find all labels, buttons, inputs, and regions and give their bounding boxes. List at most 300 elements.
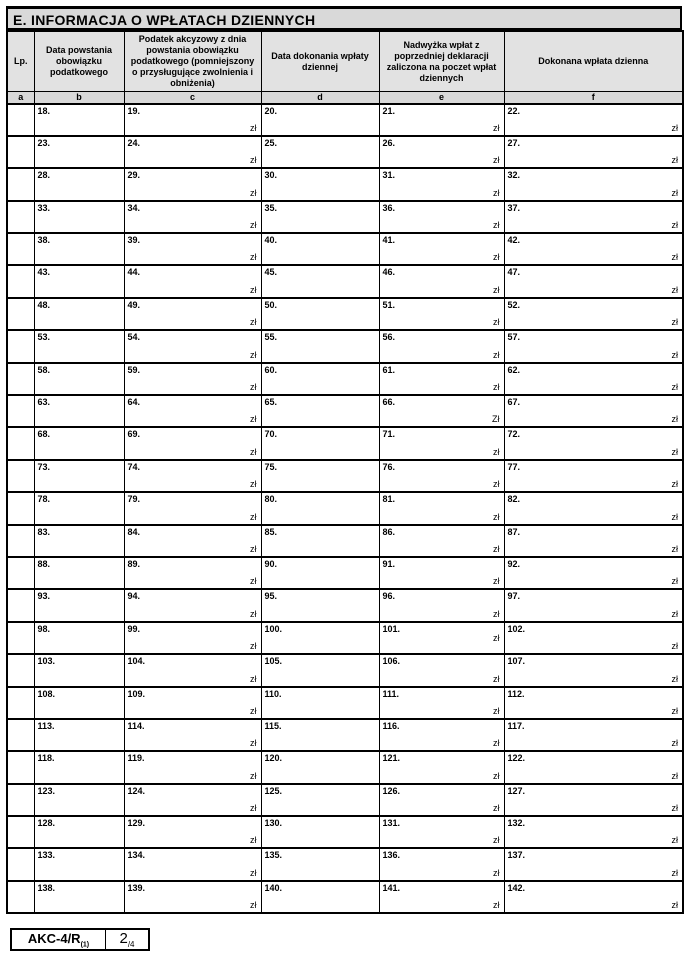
currency-suffix: zł: [671, 187, 678, 198]
daily-payments-table: [6, 30, 684, 914]
field-number: 55.: [264, 332, 278, 343]
cell-payment-date[interactable]: [261, 687, 379, 719]
field-number: 139.: [127, 882, 146, 893]
field-number: 24.: [127, 137, 141, 148]
cell-overpayment-credit[interactable]: [379, 265, 504, 297]
cell-excise-tax[interactable]: [124, 816, 261, 848]
cell-excise-tax[interactable]: [124, 330, 261, 362]
field-number: 49.: [127, 299, 141, 310]
field-number: 118.: [37, 753, 55, 764]
cell-payment-date[interactable]: [261, 654, 379, 686]
currency-suffix: zł: [493, 803, 500, 814]
field-number: 27.: [507, 137, 521, 148]
cell-lp[interactable]: [7, 687, 34, 719]
field-number: 72.: [507, 429, 521, 440]
cell-overpayment-credit[interactable]: [379, 719, 504, 751]
field-number: 28.: [37, 170, 51, 181]
field-number: 97.: [507, 591, 521, 602]
cell-daily-payment[interactable]: [504, 427, 683, 459]
currency-suffix: zł: [671, 479, 678, 490]
currency-suffix: zł: [493, 382, 500, 393]
field-number: 35.: [264, 202, 278, 213]
cell-payment-date[interactable]: [261, 427, 379, 459]
col-letter-c: c: [124, 92, 261, 104]
cell-payment-date[interactable]: [261, 589, 379, 621]
cell-payment-date[interactable]: [261, 168, 379, 200]
cell-daily-payment[interactable]: [504, 136, 683, 168]
currency-suffix: zł: [671, 155, 678, 166]
field-number: 123.: [37, 785, 56, 796]
field-number: 126.: [382, 785, 401, 796]
cell-payment-date[interactable]: [261, 881, 379, 913]
table-row: [7, 298, 683, 330]
cell-overpayment-credit[interactable]: [379, 233, 504, 265]
table-row: [7, 687, 683, 719]
currency-suffix: zł: [250, 446, 257, 457]
field-number: 112.: [507, 688, 525, 699]
currency-suffix: zł: [250, 317, 257, 328]
field-number: 116.: [382, 720, 400, 731]
table-row: [7, 622, 683, 654]
cell-payment-date[interactable]: [261, 330, 379, 362]
field-number: 135.: [264, 850, 283, 861]
field-number: 43.: [37, 267, 51, 278]
cell-daily-payment[interactable]: [504, 848, 683, 880]
currency-suffix: zł: [250, 543, 257, 554]
field-number: 120.: [264, 753, 283, 764]
table-row: [7, 784, 683, 816]
cell-excise-tax[interactable]: [124, 492, 261, 524]
cell-overpayment-credit[interactable]: [379, 557, 504, 589]
cell-excise-tax[interactable]: [124, 589, 261, 621]
cell-tax-obligation-date[interactable]: [34, 104, 124, 136]
cell-lp[interactable]: [7, 719, 34, 751]
cell-lp[interactable]: [7, 460, 34, 492]
field-number: 45.: [264, 267, 278, 278]
field-number: 26.: [382, 137, 396, 148]
field-number: 67.: [507, 397, 521, 408]
currency-suffix: zł: [493, 511, 500, 522]
field-number: 101.: [382, 623, 401, 634]
cell-lp[interactable]: [7, 751, 34, 783]
section-title: E. INFORMACJA O WPŁATACH DZIENNYCH: [6, 6, 682, 30]
field-number: 90.: [264, 558, 278, 569]
cell-lp[interactable]: [7, 848, 34, 880]
field-number: 50.: [264, 299, 278, 310]
field-number: 79.: [127, 494, 141, 505]
currency-suffix: zł: [671, 284, 678, 295]
table-row: [7, 525, 683, 557]
field-number: 87.: [507, 526, 521, 537]
cell-excise-tax[interactable]: [124, 654, 261, 686]
cell-payment-date[interactable]: [261, 492, 379, 524]
cell-excise-tax[interactable]: [124, 201, 261, 233]
cell-tax-obligation-date[interactable]: [34, 233, 124, 265]
cell-excise-tax[interactable]: [124, 525, 261, 557]
cell-lp[interactable]: [7, 557, 34, 589]
table-row: [7, 460, 683, 492]
cell-lp[interactable]: [7, 363, 34, 395]
cell-daily-payment[interactable]: [504, 881, 683, 913]
cell-excise-tax[interactable]: [124, 881, 261, 913]
field-number: 88.: [37, 558, 51, 569]
field-number: 46.: [382, 267, 396, 278]
cell-excise-tax[interactable]: [124, 848, 261, 880]
cell-overpayment-credit[interactable]: [379, 784, 504, 816]
cell-excise-tax[interactable]: [124, 104, 261, 136]
currency-suffix: Zł: [492, 414, 500, 425]
cell-tax-obligation-date[interactable]: [34, 427, 124, 459]
cell-lp[interactable]: [7, 104, 34, 136]
cell-lp[interactable]: [7, 784, 34, 816]
table-row: [7, 201, 683, 233]
field-number: 111.: [382, 688, 400, 699]
currency-suffix: zł: [250, 803, 257, 814]
currency-suffix: zł: [493, 608, 500, 619]
cell-tax-obligation-date[interactable]: [34, 719, 124, 751]
cell-payment-date[interactable]: [261, 395, 379, 427]
currency-suffix: zł: [671, 252, 678, 263]
cell-payment-date[interactable]: [261, 460, 379, 492]
cell-payment-date[interactable]: [261, 525, 379, 557]
cell-payment-date[interactable]: [261, 136, 379, 168]
field-number: 29.: [127, 170, 141, 181]
table-row: [7, 751, 683, 783]
cell-overpayment-credit[interactable]: [379, 622, 504, 654]
col-header-daily-payment: Dokonana wpłata dzienna: [504, 31, 683, 92]
field-number: 47.: [507, 267, 521, 278]
cell-overpayment-credit[interactable]: [379, 848, 504, 880]
currency-suffix: zł: [671, 738, 678, 749]
cell-excise-tax[interactable]: [124, 460, 261, 492]
cell-tax-obligation-date[interactable]: [34, 265, 124, 297]
cell-tax-obligation-date[interactable]: [34, 654, 124, 686]
field-number: 23.: [37, 137, 51, 148]
field-number: 25.: [264, 137, 278, 148]
currency-suffix: zł: [493, 155, 500, 166]
cell-daily-payment[interactable]: [504, 233, 683, 265]
field-number: 86.: [382, 526, 396, 537]
table-row: [7, 816, 683, 848]
currency-suffix: zł: [671, 608, 678, 619]
field-number: 96.: [382, 591, 396, 602]
cell-excise-tax[interactable]: [124, 784, 261, 816]
field-number: 44.: [127, 267, 141, 278]
field-number: 136.: [382, 850, 401, 861]
cell-payment-date[interactable]: [261, 751, 379, 783]
field-number: 99.: [127, 623, 141, 634]
field-number: 52.: [507, 299, 521, 310]
cell-payment-date[interactable]: [261, 104, 379, 136]
cell-overpayment-credit[interactable]: [379, 816, 504, 848]
cell-tax-obligation-date[interactable]: [34, 816, 124, 848]
cell-tax-obligation-date[interactable]: [34, 492, 124, 524]
currency-suffix: zł: [671, 446, 678, 457]
cell-overpayment-credit[interactable]: [379, 525, 504, 557]
cell-daily-payment[interactable]: [504, 363, 683, 395]
cell-tax-obligation-date[interactable]: [34, 784, 124, 816]
cell-payment-date[interactable]: [261, 298, 379, 330]
field-number: 71.: [382, 429, 396, 440]
field-number: 62.: [507, 364, 521, 375]
cell-tax-obligation-date[interactable]: [34, 330, 124, 362]
col-letter-a: a: [7, 92, 34, 104]
currency-suffix: zł: [493, 543, 500, 554]
cell-daily-payment[interactable]: [504, 460, 683, 492]
field-number: 70.: [264, 429, 278, 440]
cell-tax-obligation-date[interactable]: [34, 460, 124, 492]
field-number: 84.: [127, 526, 141, 537]
currency-suffix: zł: [671, 705, 678, 716]
field-number: 129.: [127, 818, 146, 829]
currency-suffix: zł: [493, 770, 500, 781]
currency-suffix: zł: [250, 479, 257, 490]
cell-excise-tax[interactable]: [124, 557, 261, 589]
field-number: 117.: [507, 720, 525, 731]
field-number: 121.: [382, 753, 401, 764]
cell-tax-obligation-date[interactable]: [34, 201, 124, 233]
currency-suffix: zł: [671, 835, 678, 846]
cell-lp[interactable]: [7, 330, 34, 362]
field-number: 134.: [127, 850, 146, 861]
cell-daily-payment[interactable]: [504, 492, 683, 524]
cell-payment-date[interactable]: [261, 201, 379, 233]
cell-overpayment-credit[interactable]: [379, 136, 504, 168]
cell-lp[interactable]: [7, 395, 34, 427]
currency-suffix: zł: [671, 122, 678, 133]
col-header-overpayment-credit: Nadwyżka wpłat z poprzedniej deklaracji zaliczona na poczet wpłat dziennych: [379, 31, 504, 92]
form-code-text: AKC-4/R: [27, 931, 81, 946]
cell-tax-obligation-date[interactable]: [34, 136, 124, 168]
cell-lp[interactable]: [7, 427, 34, 459]
field-number: 107.: [507, 656, 526, 667]
cell-overpayment-credit[interactable]: [379, 751, 504, 783]
field-number: 142.: [507, 882, 526, 893]
field-number: 42.: [507, 235, 521, 246]
cell-overpayment-credit[interactable]: [379, 104, 504, 136]
field-number: 30.: [264, 170, 278, 181]
cell-excise-tax[interactable]: [124, 298, 261, 330]
page-number: [106, 930, 148, 949]
col-header-tax-obligation-date: Data powstania obowiązku podatkowego: [34, 31, 124, 92]
table-row: [7, 330, 683, 362]
table-row: [7, 492, 683, 524]
field-number: 21.: [382, 105, 396, 116]
cell-excise-tax[interactable]: [124, 136, 261, 168]
cell-overpayment-credit[interactable]: [379, 589, 504, 621]
cell-excise-tax[interactable]: [124, 719, 261, 751]
field-number: 133.: [37, 850, 56, 861]
cell-overpayment-credit[interactable]: [379, 687, 504, 719]
cell-daily-payment[interactable]: [504, 298, 683, 330]
field-number: 69.: [127, 429, 141, 440]
cell-daily-payment[interactable]: [504, 525, 683, 557]
cell-lp[interactable]: [7, 265, 34, 297]
currency-suffix: zł: [250, 414, 257, 425]
cell-daily-payment[interactable]: [504, 104, 683, 136]
currency-suffix: zł: [671, 543, 678, 554]
cell-overpayment-credit[interactable]: [379, 395, 504, 427]
cell-daily-payment[interactable]: [504, 784, 683, 816]
cell-excise-tax[interactable]: [124, 168, 261, 200]
col-letter-f: f: [504, 92, 683, 104]
currency-suffix: zł: [671, 770, 678, 781]
cell-excise-tax[interactable]: [124, 363, 261, 395]
cell-overpayment-credit[interactable]: [379, 363, 504, 395]
cell-payment-date[interactable]: [261, 848, 379, 880]
cell-excise-tax[interactable]: [124, 395, 261, 427]
field-number: 128.: [37, 818, 56, 829]
cell-lp[interactable]: [7, 492, 34, 524]
field-number: 33.: [37, 202, 51, 213]
currency-suffix: zł: [250, 608, 257, 619]
field-number: 106.: [382, 656, 401, 667]
field-number: 102.: [507, 623, 526, 634]
cell-overpayment-credit[interactable]: [379, 654, 504, 686]
currency-suffix: zł: [493, 252, 500, 263]
currency-suffix: zł: [493, 317, 500, 328]
field-number: 63.: [37, 397, 51, 408]
cell-tax-obligation-date[interactable]: [34, 622, 124, 654]
cell-tax-obligation-date[interactable]: [34, 751, 124, 783]
cell-lp[interactable]: [7, 881, 34, 913]
cell-lp[interactable]: [7, 816, 34, 848]
col-letter-e: e: [379, 92, 504, 104]
currency-suffix: zł: [671, 414, 678, 425]
table-row: [7, 848, 683, 880]
field-number: 61.: [382, 364, 396, 375]
col-header-payment-date: Data dokonania wpłaty dziennej: [261, 31, 379, 92]
cell-payment-date[interactable]: [261, 233, 379, 265]
cell-lp[interactable]: [7, 622, 34, 654]
cell-daily-payment[interactable]: [504, 168, 683, 200]
field-number: 89.: [127, 558, 141, 569]
cell-overpayment-credit[interactable]: [379, 427, 504, 459]
column-header-row: [7, 31, 683, 92]
currency-suffix: zł: [493, 576, 500, 587]
form-code-version: (1): [80, 941, 90, 949]
field-number: 75.: [264, 461, 278, 472]
cell-lp[interactable]: [7, 525, 34, 557]
col-letter-d: d: [261, 92, 379, 104]
field-number: 40.: [264, 235, 278, 246]
cell-overpayment-credit[interactable]: [379, 201, 504, 233]
table-row: [7, 881, 683, 913]
currency-suffix: zł: [250, 576, 257, 587]
cell-daily-payment[interactable]: [504, 816, 683, 848]
currency-suffix: zł: [250, 187, 257, 198]
cell-tax-obligation-date[interactable]: [34, 395, 124, 427]
cell-lp[interactable]: [7, 298, 34, 330]
field-number: 57.: [507, 332, 521, 343]
cell-daily-payment[interactable]: [504, 330, 683, 362]
cell-daily-payment[interactable]: [504, 654, 683, 686]
currency-suffix: zł: [250, 155, 257, 166]
currency-suffix: zł: [493, 673, 500, 684]
cell-payment-date[interactable]: [261, 265, 379, 297]
cell-payment-date[interactable]: [261, 719, 379, 751]
field-number: 137.: [507, 850, 526, 861]
cell-lp[interactable]: [7, 201, 34, 233]
currency-suffix: zł: [493, 284, 500, 295]
cell-overpayment-credit[interactable]: [379, 168, 504, 200]
cell-tax-obligation-date[interactable]: [34, 525, 124, 557]
cell-lp[interactable]: [7, 589, 34, 621]
field-number: 80.: [264, 494, 278, 505]
cell-excise-tax[interactable]: [124, 622, 261, 654]
cell-tax-obligation-date[interactable]: [34, 687, 124, 719]
cell-daily-payment[interactable]: [504, 201, 683, 233]
cell-lp[interactable]: [7, 654, 34, 686]
cell-daily-payment[interactable]: [504, 557, 683, 589]
cell-lp[interactable]: [7, 136, 34, 168]
cell-tax-obligation-date[interactable]: [34, 881, 124, 913]
field-number: 140.: [264, 882, 283, 893]
cell-overpayment-credit[interactable]: [379, 881, 504, 913]
cell-daily-payment[interactable]: [504, 622, 683, 654]
cell-daily-payment[interactable]: [504, 687, 683, 719]
cell-payment-date[interactable]: [261, 816, 379, 848]
field-number: 141.: [382, 882, 401, 893]
cell-payment-date[interactable]: [261, 363, 379, 395]
cell-lp[interactable]: [7, 168, 34, 200]
cell-tax-obligation-date[interactable]: [34, 168, 124, 200]
currency-suffix: zł: [493, 738, 500, 749]
cell-overpayment-credit[interactable]: [379, 492, 504, 524]
cell-excise-tax[interactable]: [124, 751, 261, 783]
cell-excise-tax[interactable]: [124, 427, 261, 459]
cell-tax-obligation-date[interactable]: [34, 848, 124, 880]
cell-payment-date[interactable]: [261, 622, 379, 654]
field-number: 130.: [264, 818, 283, 829]
cell-payment-date[interactable]: [261, 784, 379, 816]
cell-tax-obligation-date[interactable]: [34, 363, 124, 395]
field-number: 113.: [37, 720, 55, 731]
cell-payment-date[interactable]: [261, 557, 379, 589]
currency-suffix: zł: [671, 641, 678, 652]
cell-tax-obligation-date[interactable]: [34, 298, 124, 330]
cell-tax-obligation-date[interactable]: [34, 557, 124, 589]
cell-overpayment-credit[interactable]: [379, 330, 504, 362]
column-letter-row: [7, 92, 683, 104]
field-number: 110.: [264, 688, 282, 699]
field-number: 51.: [382, 299, 396, 310]
cell-excise-tax[interactable]: [124, 233, 261, 265]
page-number-total: /4: [127, 940, 135, 949]
cell-overpayment-credit[interactable]: [379, 460, 504, 492]
cell-tax-obligation-date[interactable]: [34, 589, 124, 621]
field-number: 78.: [37, 494, 51, 505]
field-number: 100.: [264, 623, 283, 634]
cell-lp[interactable]: [7, 233, 34, 265]
field-number: 104.: [127, 656, 146, 667]
field-number: 82.: [507, 494, 521, 505]
cell-daily-payment[interactable]: [504, 589, 683, 621]
cell-daily-payment[interactable]: [504, 751, 683, 783]
table-row: [7, 719, 683, 751]
cell-excise-tax[interactable]: [124, 687, 261, 719]
cell-daily-payment[interactable]: [504, 265, 683, 297]
currency-suffix: zł: [250, 382, 257, 393]
cell-excise-tax[interactable]: [124, 265, 261, 297]
currency-suffix: zł: [671, 511, 678, 522]
cell-overpayment-credit[interactable]: [379, 298, 504, 330]
cell-daily-payment[interactable]: [504, 719, 683, 751]
table-row: [7, 363, 683, 395]
cell-daily-payment[interactable]: [504, 395, 683, 427]
field-number: 66.: [382, 397, 396, 408]
currency-suffix: zł: [250, 705, 257, 716]
